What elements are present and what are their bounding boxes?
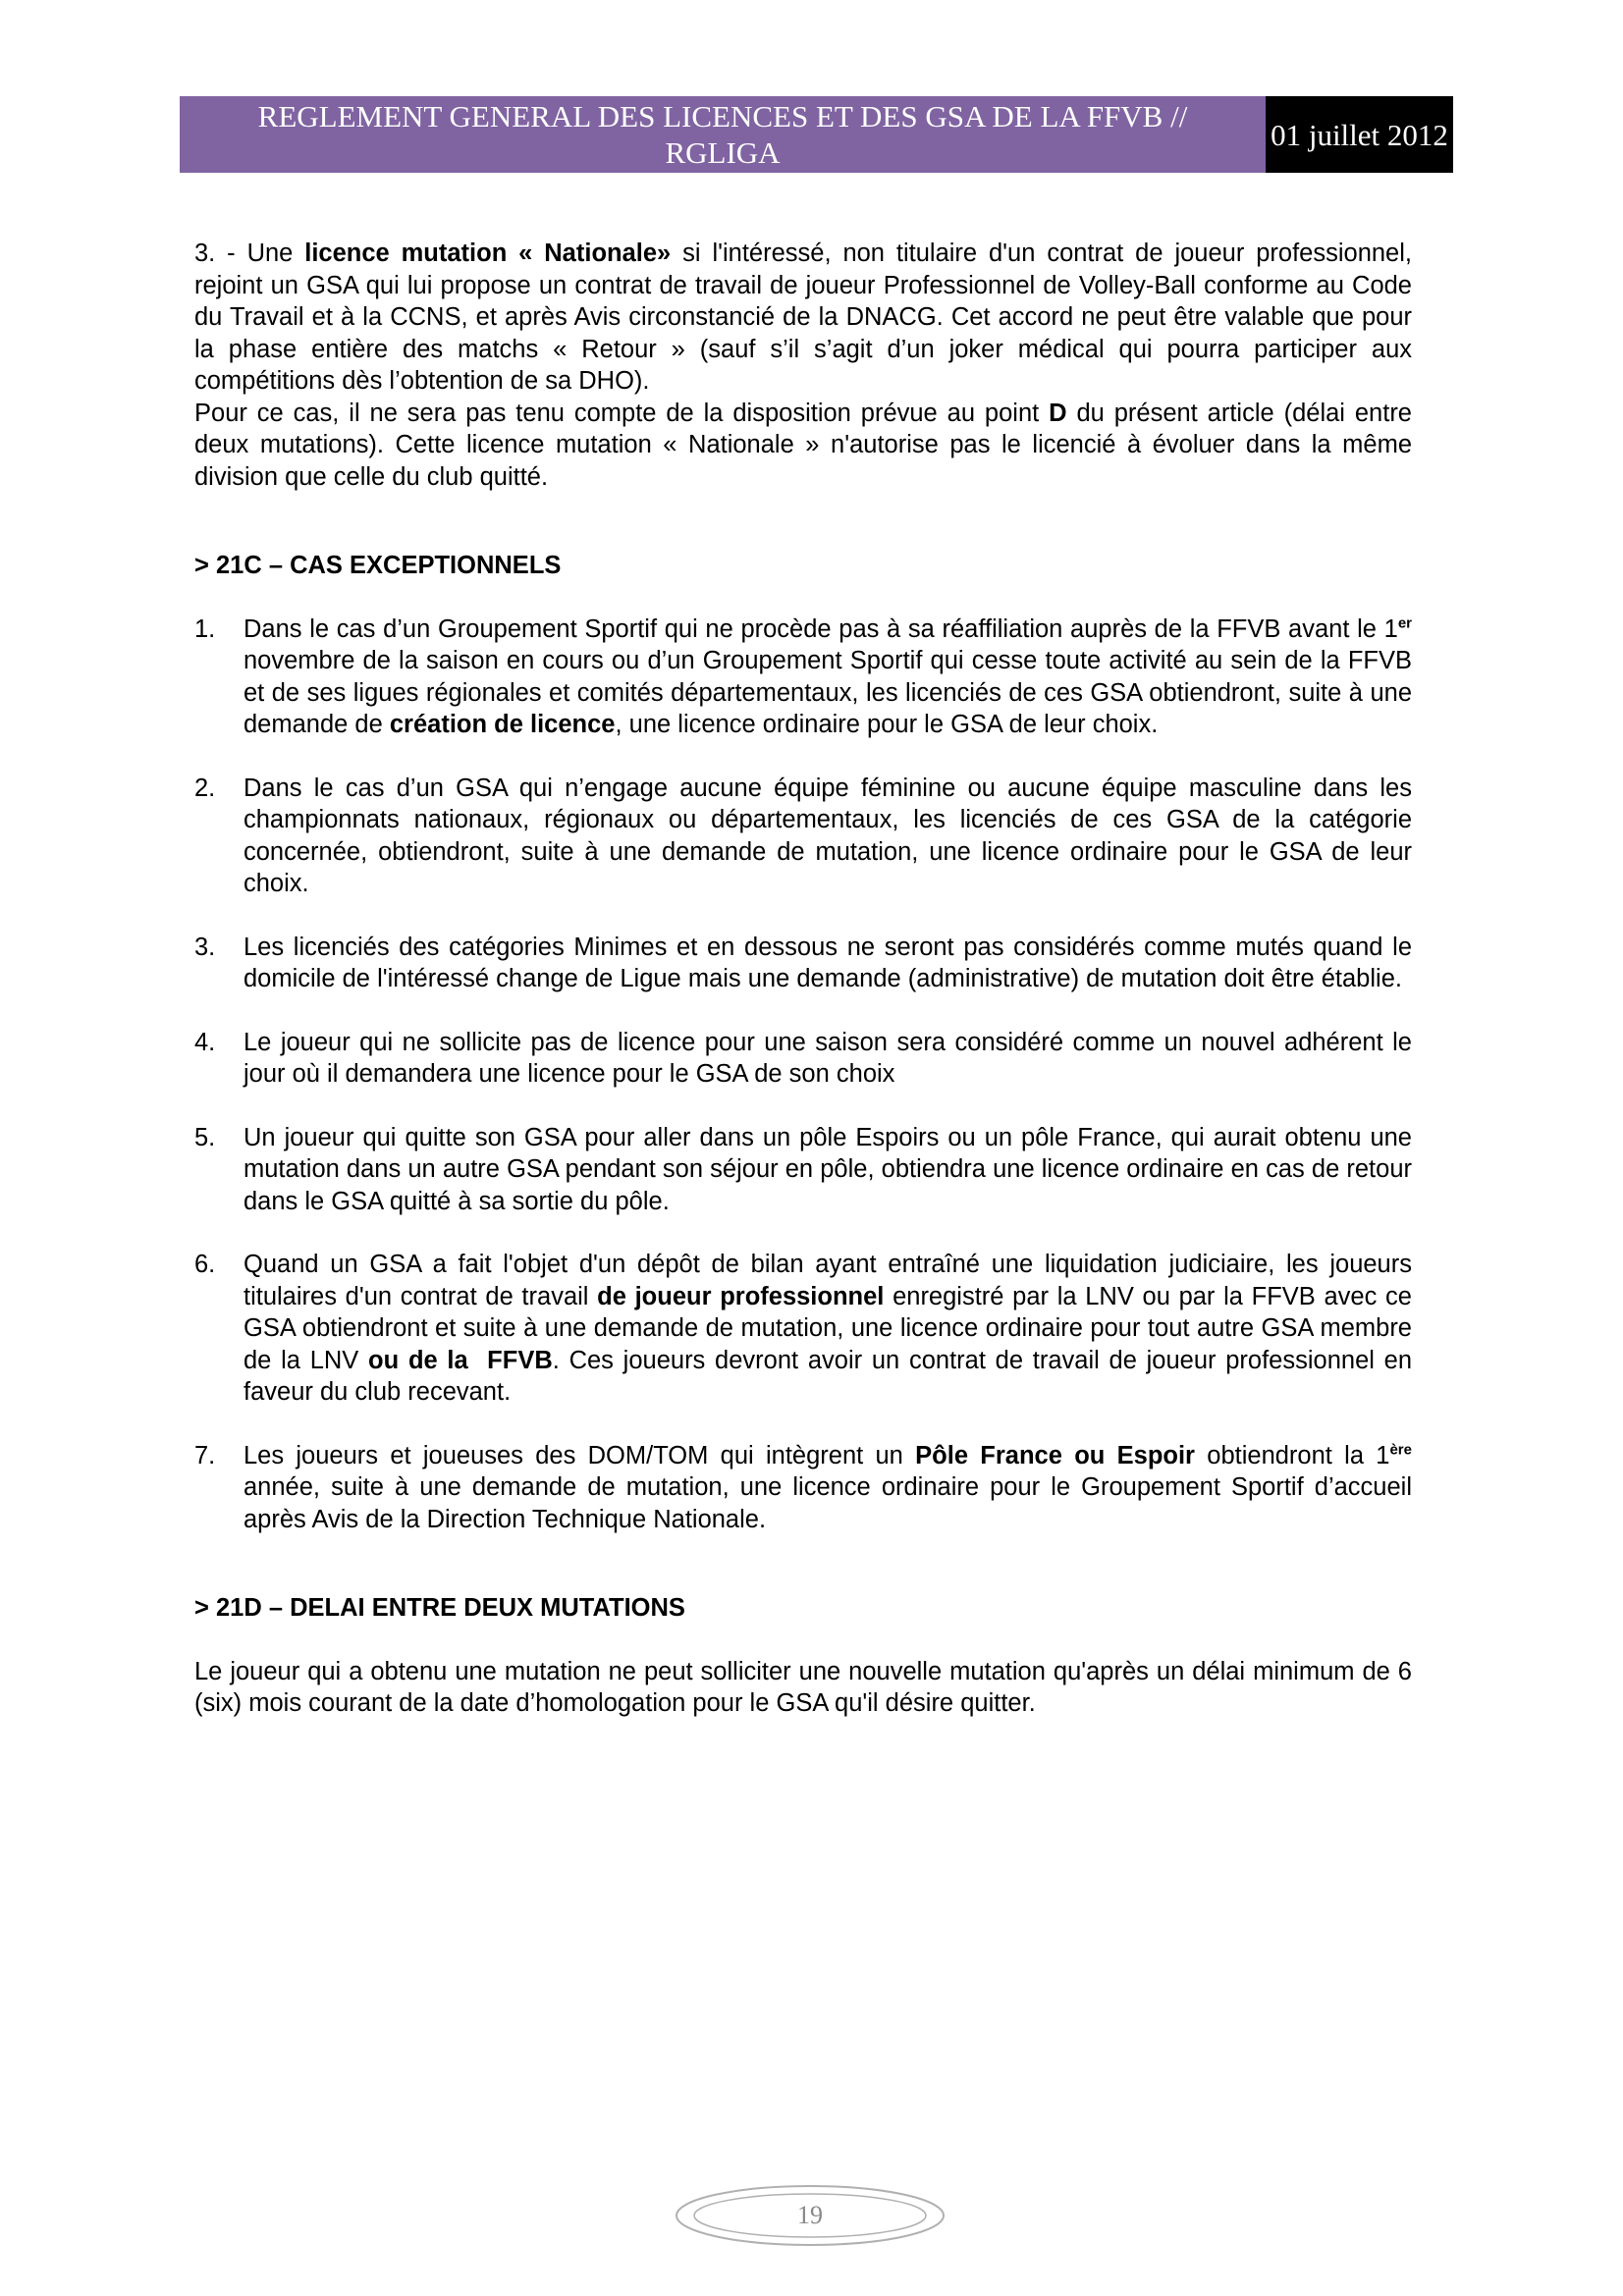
page-number-badge (674, 2183, 947, 2248)
item-7-superscript: ère (1389, 1441, 1412, 1458)
list-item (194, 1440, 1412, 1536)
page-number: 19 (797, 2201, 823, 2229)
list-item-text: Un joueur qui quitte son GSA pour aller dans un pôle Espoirs ou un pôle France, qui aurait obtenu une mutation dans un autre GSA pendant son séjour en pôle, obtiendra une licence ordinaire en cas de retour dans le GSA quitté à sa sortie du pôle. (243, 1123, 1412, 1215)
section-heading-21d: > 21D – DELAI ENTRE DEUX MUTATIONS (194, 1594, 685, 1622)
intro-p1-text-c: si l'intéressé, non titulaire d'un contrat de joueur professionnel, rejoint un GSA qui lui propose un contrat de travail de joueur Professionnel de Volley-Ball conforme au Code du Travail et à la CCNS, et après Avis circonstancié de la DNACG. Cet accord ne peut être valable que pour la phase entière des matchs « Retour » (sauf s’il s’agit d’un joker médical qui pourra participer aux compétitions dès l’obtention de sa DHO). (194, 240, 1412, 395)
item-7-text-c: année, suite à une demande de mutation, une licence ordinaire pour le Groupement Sportif d’accueil après Avis de la Direction Technique Nationale. (243, 1473, 1412, 1533)
list-item-number: 2. (194, 774, 216, 802)
intro-paragraph-1 (194, 238, 1412, 398)
item-7-bold: Pôle France ou Espoir (915, 1441, 1195, 1469)
list-item-text: Le joueur qui ne sollicite pas de licence pour une saison sera considéré comme un nouvel adhérent le jour où il demandera une licence pour le GSA de son choix (243, 1028, 1412, 1088)
list-item (194, 932, 1412, 995)
section-heading-21c: > 21C – CAS EXCEPTIONNELS (194, 552, 562, 579)
intro-p1-text-a: 3. - Une (194, 240, 305, 267)
list-item-number: 1. (194, 614, 216, 643)
list-item-number: 4. (194, 1028, 216, 1056)
list-item-text (243, 1249, 1412, 1409)
list-item (194, 614, 1412, 741)
item-1-text-c: , une licence ordinaire pour le GSA de leur choix. (615, 711, 1159, 738)
intro-p2-text-a: Pour ce cas, il ne sera pas tenu compte de la disposition prévue au point (194, 399, 1050, 427)
intro-paragraph-2 (194, 398, 1412, 494)
document-date: 01 juillet 2012 (1266, 96, 1453, 173)
item-1-superscript: er (1397, 614, 1412, 631)
section-21d-paragraph: Le joueur qui a obtenu une mutation ne peut solliciter une nouvelle mutation qu'après un délai minimum de 6 (six) mois courant de la date d’homologation pour le GSA qu'il désire quitter. (194, 1657, 1412, 1717)
list-item-number: 3. (194, 933, 216, 961)
item-1-text-a: Dans le cas d’un Groupement Sportif qui ne procède pas à sa réaffiliation auprès de la FFVB avant le 1 (243, 614, 1398, 643)
item-6-text-a: Quand un GSA a fait l'objet d'un dépôt de bilan ayant entraîné une liquidation judiciaire, les joueurs titulaires d'un contrat de travail (243, 1251, 1412, 1310)
list-item-number: 7. (194, 1441, 216, 1469)
intro-p2-text-c: du présent article (délai entre deux mutations). Cette licence mutation « Nationale » n'autorise pas le licencié à évoluer dans la même division que celle du club quitté. (194, 399, 1412, 491)
intro-p2-bold: D (1049, 399, 1067, 427)
item-6-bold-1: de joueur professionnel (597, 1282, 885, 1310)
list-item (194, 773, 1412, 900)
list-item (194, 1249, 1412, 1409)
item-1-text-b: novembre de la saison en cours ou d’un Groupement Sportif qui cesse toute activité au sein de la FFVB et de ses ligues régionales et comités départementaux, les licenciés de ces GSA obtiendront, suite à une demande de (243, 647, 1412, 738)
intro-p1-bold: licence mutation « Nationale» (304, 240, 672, 267)
item-7-text-b: obtiendront la 1 (1194, 1441, 1390, 1469)
list-item-text: Dans le cas d’un GSA qui n’engage aucune équipe féminine ou aucune équipe masculine dans les championnats nationaux, régionaux ou départementaux, les licenciés de ces GSA de la catégorie concernée, obtiendront, suite à une demande de mutation, une licence ordinaire pour le GSA de leur choix. (243, 774, 1412, 897)
list-item-number: 5. (194, 1123, 216, 1151)
list-item-text (243, 1440, 1412, 1536)
item-6-text-c: . Ces joueurs devront avoir un contrat de travail de joueur professionnel en faveur du club recevant. (243, 1346, 1413, 1406)
list-item-number: 6. (194, 1251, 216, 1278)
list-item-text (243, 614, 1412, 741)
list-item-text: Les licenciés des catégories Minimes et en dessous ne seront pas considérés comme mutés quand le domicile de l'intéressé change de Ligue mais une demande (administrative) de mutation doit être établie. (243, 933, 1412, 992)
item-6-bold-2: ou de la FFVB (368, 1346, 553, 1374)
document-title: REGLEMENT GENERAL DES LICENCES ET DES GSA DE LA FFVB // RGLIGA (180, 96, 1266, 173)
page-header (180, 96, 1453, 173)
item-6-text-b: enregistré par la LNV ou par la FFVB avec ce GSA obtiendront et suite à une demande de mutation, une licence ordinaire pour tout autre GSA membre de la LNV (243, 1282, 1412, 1374)
list-item (194, 1027, 1412, 1091)
item-7-text-a: Les joueurs et joueuses des DOM/TOM qui intègrent un (243, 1441, 916, 1469)
item-1-bold: création de licence (389, 711, 616, 738)
page-content (194, 238, 1412, 1720)
list-item (194, 1122, 1412, 1218)
